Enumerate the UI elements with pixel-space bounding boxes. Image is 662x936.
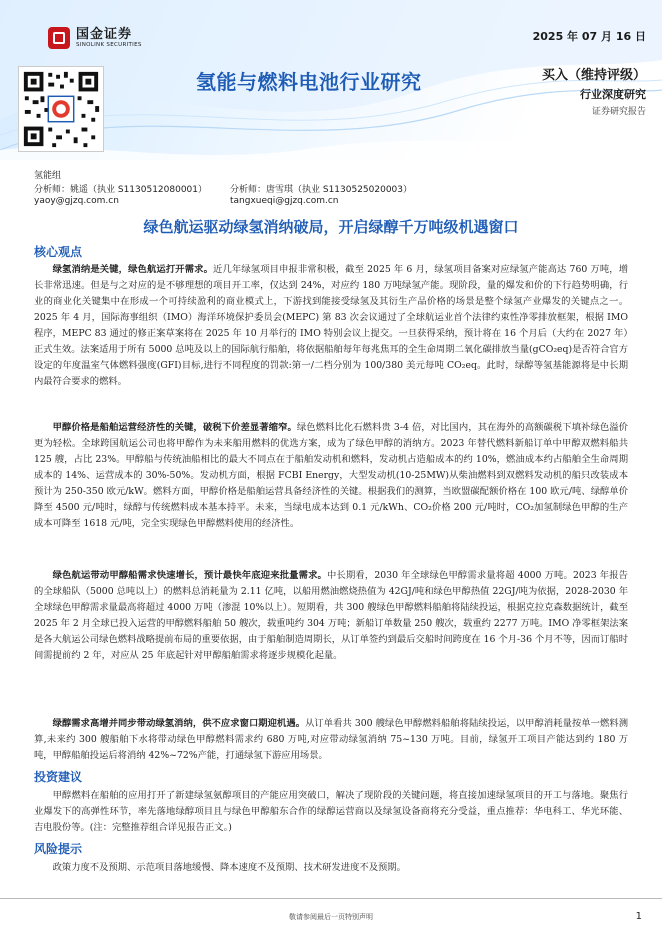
- logo-name-en: SINOLINK SECURITIES: [76, 41, 142, 48]
- lead-ship-demand: 绿色航运带动甲醇船需求快速增长，预计最快年底迎来批量需求。: [52, 570, 328, 581]
- analyst-tang: 分析师：唐雪琪（执业 S1130525020003）: [230, 185, 413, 195]
- analyst-yao: 分析师：姚遥（执业 S1130512080001）: [34, 185, 208, 195]
- report-category: 证券研究报告: [591, 107, 646, 117]
- paragraph-investment-advice: 甲醇燃料在船舶的应用打开了新建绿氢氨醇项目的产能应用突破口，解决了现阶段的关键问题，将直接加速绿氢项目的开工与落地。聚焦行业爆发下的高弹性环节，率先落地绿醇项目且与绿色甲醇船东合作的绿醇运营商以及绿氢设备商将充分受益，重点推荐：华电科工、华光环能、吉电股份等。(注：完整推荐组合详见报告正文。): [34, 790, 628, 833]
- analyst-email-yao[interactable]: yaoy@gjzq.com.cn: [34, 196, 119, 206]
- paragraph-supply-window: [34, 716, 628, 764]
- analyst-email-tang[interactable]: tangxueqi@gjzq.com.cn: [230, 196, 339, 206]
- footer-disclaimer: 敬请参阅最后一页特别声明: [289, 913, 373, 921]
- lead-supply-window: 绿醇需求高增并同步带动绿氢消纳，供不应求窗口期迎机遇。: [52, 718, 306, 729]
- logo-name-cn: 国金证券: [76, 26, 133, 42]
- page-number: 1: [635, 911, 642, 922]
- footer-divider: [0, 898, 662, 899]
- paragraph-hydrogen-consumption: [34, 262, 628, 390]
- banner-title: 氢能与燃料电池行业研究: [196, 70, 422, 94]
- body-ship-demand: 中长期看，2030 年全球绿色甲醇需求量将超 4000 万吨。2023 年报告的全球船队（5000 总吨以上）的燃料总消耗量为 2.11 亿吨，以船用燃油燃烧热值为 42GJ/吨和绿色甲醇热值 22GJ/吨为依据，2028-2030 年全球绿色甲醇需求量最高将超过 4000 万吨（渗混 10%以上）。短期看，共 300 艘绿色甲醇燃料船舶将陆续投运，根据克拉克森数据统计，截至 2025 年 2 月全球已投入运营的甲醇燃料船舶 50 艘次，载重吨约 304 万吨；新船订单数量 250 艘次，载重约 2277 万吨。IMO 净零框架法案是各大航运公司绿色燃料战略提前布局的重要依据，由于船舶制造周期长，从订单签约到最后交船时间跨度在 16 个月-36 个月不等，因而订船时间需提前约 2 年，对应从 25 年底起针对甲醇船舶需求将逐步规模化起量。: [34, 570, 628, 661]
- section-investment-advice: 投资建议: [34, 770, 83, 784]
- investment-rating: 买入（维持评级）: [541, 68, 646, 83]
- report-title: 绿色航运驱动绿氢消纳破局，开启绿醇千万吨级机遇窗口: [143, 218, 519, 236]
- body-methanol-price: 绿色燃料比化石燃料贵 3-4 倍，对比国内，其在海外的高额碳税下填补绿色溢价更为轻松。全球跨国航运公司也将甲醇作为未来船用燃料的优选方案，成为了绿色甲醇的消纳方。2023 年替代燃料新船订单中甲醇双燃料船共 125 艘，占比 23%。甲醇船与传统油船相比的最大不同点在于船舶发动机和燃料，发动机占造船成本的约 10%，燃油成本约占船舶全生命周期成本的 14%、运营成本的 30%-50%。发动机方面，根据 FCBI Energy，大型发动机(10-25MW)从柴油燃料到双燃料发动机的船只改装成本预计为 250-350 欧元/kW。燃料方面，甲醇价格是船舶运营具备经济性的关键。根据我们的测算，当欧盟碳配额价格在 100 欧元/吨、绿醇单价降至 4500 元/吨时，绿醇与传统燃料成本基本持平。未来，当绿电成本达到 0.1 元/kWh、CO₂价格 200 元/吨时，CO₂加氢制绿色甲醇的生产成本可降至 1618 元/吨，完全实现绿色甲醇燃料使用的经济性。: [34, 422, 628, 529]
- qr-code-icon: [18, 66, 104, 152]
- paragraph-methanol-price: [34, 420, 628, 532]
- logo-icon: [48, 27, 70, 49]
- lead-methanol-price: 甲醇价格是船舶运营经济性的关键，破税下价差显著缩窄。: [52, 422, 297, 433]
- paragraph-ship-demand: [34, 568, 628, 664]
- lead-hydrogen-consumption: 绿氢消纳是关键，绿色航运打开需求。: [52, 264, 214, 275]
- body-hydrogen-consumption: 近几年绿氢项目申报非常积极，截至 2025 年 6 月，绿氢项目备案对应绿氢产能高达 760 万吨，增长非常迅速。但是与之对应的是不够理想的项目开工率，仅达到 24%，对应约 180 万吨绿氢产能。现阶段，量的爆发和价的下行趋势明确，行业的商业化关键集中在形成一个可持续盈利的商业模式上，下游找到能接受绿氢及其衍生产品价格的场景是整个绿氢产业爆发的关键点之一。2025 年 4 月，国际海事组织（IMO）海洋环境保护委员会(MEPC) 第 83 次会议通过了全球航运业首个法律约束性净零排放框架，根据 IMO 程序，MEPC 83 通过的修正案草案将在 2025 年 10 月举行的 IMO 特别会议上提交。一旦获得采纳，预计将在 16 个月后（大约在 2027 年）正式生效。法案适用于所有 5000 总吨及以上的国际航行船舶，将依据船舶每年每兆焦耳的全生命周期二氧化碳排放当量(gCO₂eq)是否符合官方设定的年度温室气体燃料强度(GFI)目标,进行不同程度的罚款:第一/二档分别为 100/380 美元每吨 CO₂eq。此时，绿醇等氢基能源将是中长期内最符合要求的燃料。: [34, 264, 628, 387]
- company-logo: [48, 27, 142, 49]
- paragraph-risk-warning: 政策力度不及预期、示范项目落地缓慢、降本速度不及预期、技术研发进度不及预期。: [52, 862, 406, 873]
- report-date: 2025 年 07 月 16 日: [532, 30, 646, 43]
- header-banner: [0, 0, 662, 160]
- section-core-views: 核心观点: [34, 245, 83, 259]
- research-group: 氢能组: [34, 171, 62, 181]
- report-type: 行业深度研究: [580, 88, 646, 101]
- body-supply-window: 从订单看共 300 艘绿色甲醇燃料船舶将陆续投运，以甲醇消耗量按单一燃料测算,未来约 300 艘船舶下水将带动绿色甲醇燃料需求约 680 万吨,对应带动绿氢消纳 75~130 万吨。目前，绿氢开工项目产能达到约 180 万吨，甲醇船舶投运后将消纳 42%~72%产能，打通绿氢下游应用场景。: [34, 718, 628, 761]
- section-risk-warning: 风险提示: [34, 842, 83, 856]
